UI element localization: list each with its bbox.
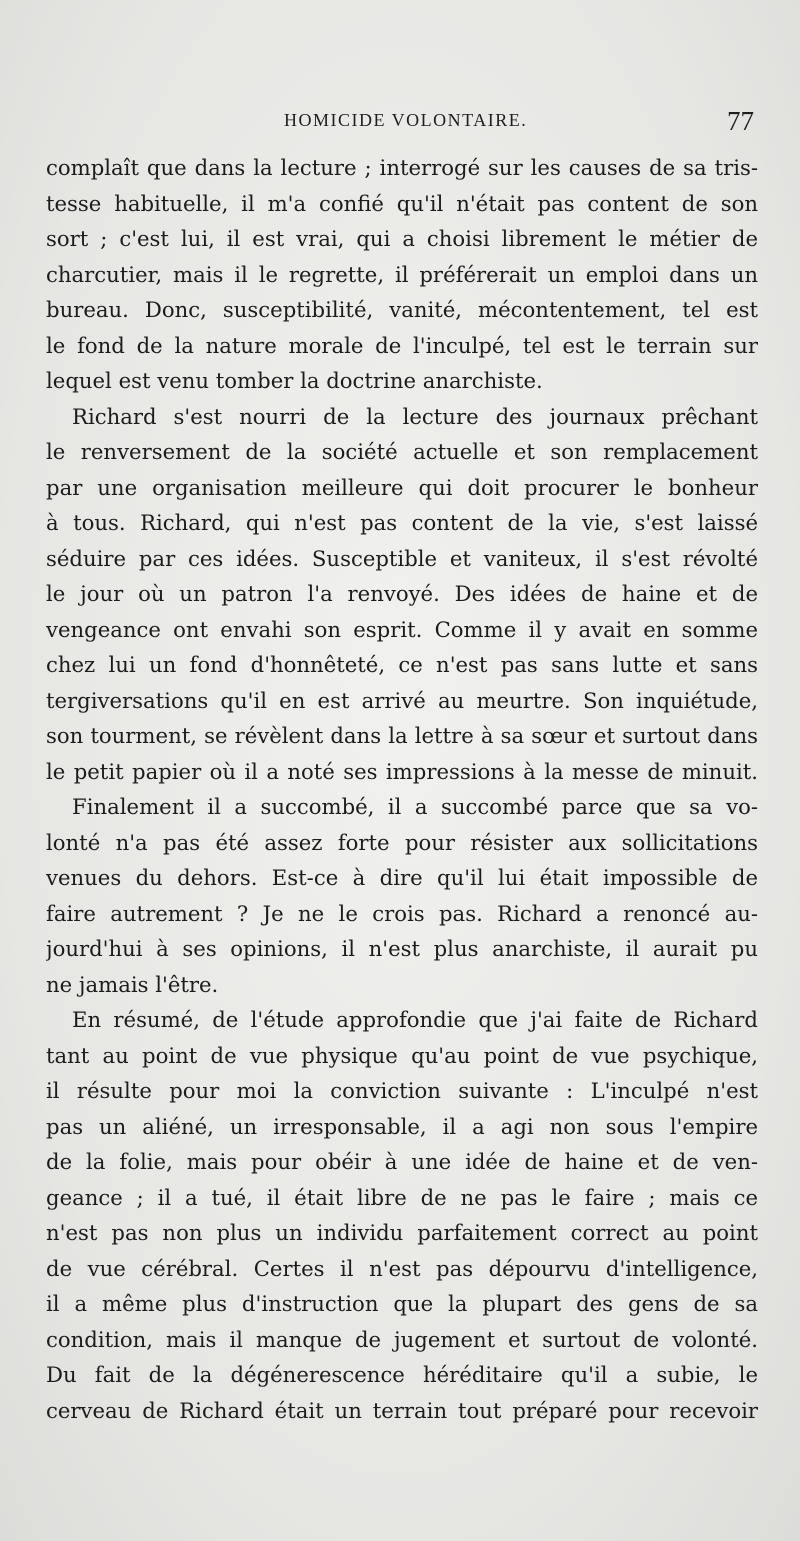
text-line: il a même plus d'instruction que la plupart des gens de sa bbox=[46, 1291, 758, 1316]
text-line: Du fait de la dégénerescence héréditaire qu'il a subie, le bbox=[46, 1362, 758, 1387]
text-line: séduire par ces idées. Susceptible et vaniteux, il s'est révolté bbox=[46, 545, 758, 571]
page-header bbox=[46, 106, 758, 144]
text-line: de la folie, mais pour obéir à une idée de haine et de ven- bbox=[46, 1149, 758, 1174]
text-line: le renversement de la société actuelle et son remplacement bbox=[46, 439, 758, 464]
text-line: geance ; il a tué, il était libre de ne pas le faire ; mais ce bbox=[46, 1184, 758, 1210]
text-line: venues du dehors. Est-ce à dire qu'il lui était impossible de bbox=[46, 865, 758, 890]
text-line: Richard s'est nourri de la lecture des journaux prêchant bbox=[72, 403, 758, 429]
text-line: tergiversations qu'il en est arrivé au meurtre. Son inquiétude, bbox=[46, 687, 758, 713]
text-line: En résumé, de l'étude approfondie que j'ai faite de Richard bbox=[72, 1007, 758, 1032]
text-line: pas un aliéné, un irresponsable, il a agi non sous l'empire bbox=[46, 1113, 758, 1139]
text-line: son tourment, se révèlent dans la lettre à sa sœur et surtout dans bbox=[46, 723, 758, 748]
text-line: Finalement il a succombé, il a succombé parce que sa vo- bbox=[72, 794, 758, 819]
text-line: condition, mais il manque de jugement et surtout de volonté. bbox=[46, 1326, 758, 1352]
running-title: HOMICIDE VOLONTAIRE. bbox=[284, 110, 528, 130]
text-line: complaît que dans la lecture ; interrogé sur les causes de sa tris- bbox=[46, 155, 758, 180]
text-line: tant au point de vue physique qu'au point de vue psychique, bbox=[46, 1042, 758, 1068]
text-line: sort ; c'est lui, il est vrai, qui a choisi librement le métier de bbox=[46, 226, 758, 251]
text-line: il résulte pour moi la conviction suivante : L'inculpé n'est bbox=[46, 1078, 758, 1103]
text-line: de vue cérébral. Certes il n'est pas dépourvu d'intelligence, bbox=[46, 1255, 758, 1281]
text-line: bureau. Donc, susceptibilité, vanité, mécontentement, tel est bbox=[46, 297, 758, 322]
text-line: n'est pas non plus un individu parfaitement correct au point bbox=[46, 1220, 758, 1245]
text-line: cerveau de Richard était un terrain tout préparé pour recevoir bbox=[46, 1397, 758, 1423]
text-line: le fond de la nature morale de l'inculpé, tel est le terrain sur bbox=[46, 332, 758, 358]
text-line: vengeance ont envahi son esprit. Comme il y avait en somme bbox=[46, 616, 758, 642]
text-line: ne jamais l'être. bbox=[46, 971, 219, 997]
text-line: le petit papier où il a noté ses impressions à la messe de minuit. bbox=[46, 758, 758, 784]
text-line: chez lui un fond d'honnêteté, ce n'est pas sans lutte et sans bbox=[46, 652, 758, 677]
text-line: lequel est venu tomber la doctrine anarchiste. bbox=[46, 368, 543, 393]
text-line: tesse habituelle, il m'a confié qu'il n'était pas content de son bbox=[46, 190, 758, 216]
page-number: 77 bbox=[727, 106, 754, 136]
text-line: par une organisation meilleure qui doit procurer le bonheur bbox=[46, 474, 758, 500]
body-text bbox=[46, 150, 758, 1428]
text-line: charcutier, mais il le regrette, il préférerait un emploi dans un bbox=[46, 261, 758, 287]
text-line: jourd'hui à ses opinions, il n'est plus anarchiste, il aurait pu bbox=[46, 936, 758, 961]
text-line: à tous. Richard, qui n'est pas content de la vie, s'est laissé bbox=[46, 510, 758, 535]
text-line: le jour où un patron l'a renvoyé. Des idées de haine et de bbox=[46, 581, 758, 606]
text-line: lonté n'a pas été assez forte pour résister aux sollicitations bbox=[46, 829, 758, 855]
text-line: faire autrement ? Je ne le crois pas. Richard a renoncé au- bbox=[46, 900, 758, 926]
